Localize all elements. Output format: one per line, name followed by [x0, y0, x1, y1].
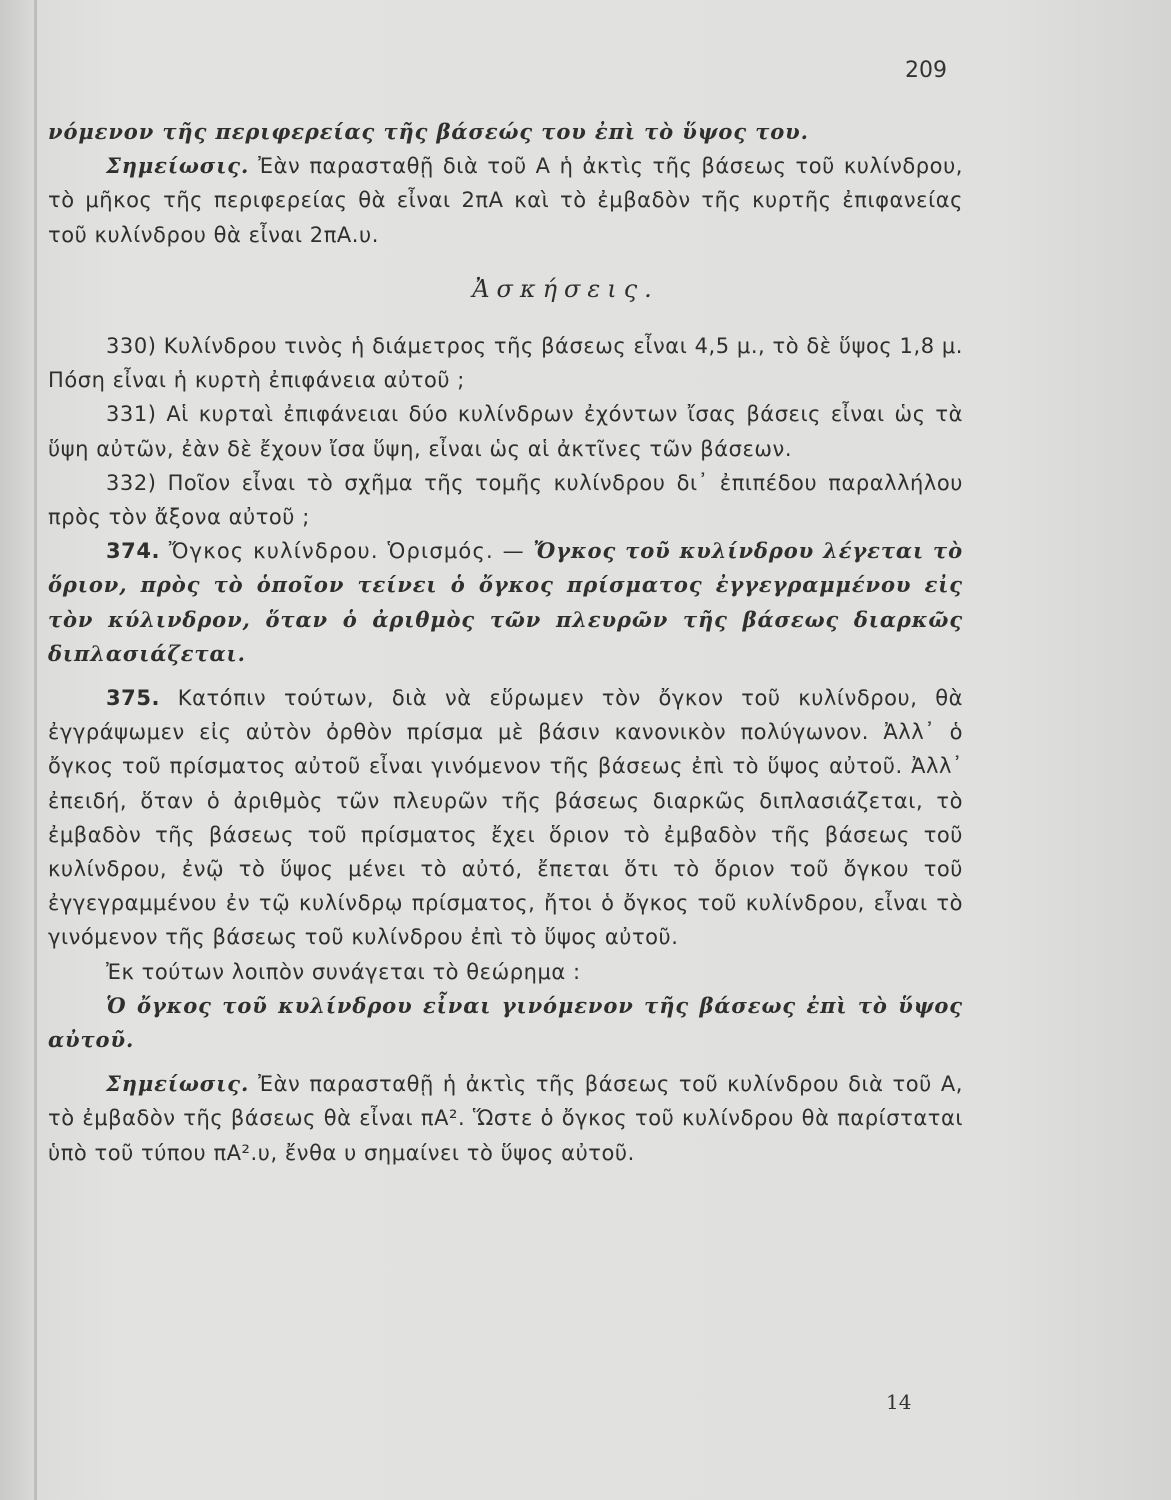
- note-label: Σημείωσις.: [106, 153, 250, 179]
- spacer: [48, 671, 963, 681]
- continuation-line: νόμενον τῆς περιφερείας τῆς βάσεώς του ἐπὶ τὸ ὕψος του.: [48, 119, 809, 144]
- section-number: 374.: [106, 539, 161, 564]
- section-text: Κατόπιν τούτων, διὰ νὰ εὕρωμεν τὸν ὄγκον τοῦ κυλίνδρου, θὰ ἐγγράψωμεν εἰς αὐτὸν ὀρθὸν πρίσμα μὲ βάσιν κανονικὸν πολύγωνον. Ἀλλ᾽ ὁ ὄγκος τοῦ πρίσματος αὐτοῦ εἶναι γινόμενον τῆς βάσεως ἐπὶ τὸ ὕψος αὐτοῦ. Ἀλλ᾽ ἐπειδή, ὅταν ὁ ἀριθμὸς τῶν πλευρῶν τῆς βάσεως διαρκῶς διπλασιάζεται, τὸ ἐμβαδὸν τῆς βάσεως τοῦ πρίσματος ἔχει ὅριον τὸ ἐμβαδὸν τῆς βάσεως τοῦ κυλίνδρου, ἐνῷ τὸ ὕψος μένει τὸ αὐτό, ἔπεται ὅτι τὸ ὅριον τοῦ ὄγκου τοῦ ἐγγεγραμμένου ἐν τῷ κυλίνδρῳ πρίσματος, ἤτοι ὁ ὄγκος τοῦ κυλίνδρου, εἶναι τὸ γινόμενον τῆς βάσεως τοῦ κυλίνδρου ἐπὶ τὸ ὕψος αὐτοῦ.: [48, 686, 963, 950]
- spacer: [48, 1057, 963, 1067]
- exercise-331: 331) Αἱ κυρταὶ ἐπιφάνειαι δύο κυλίνδρων ἐχόντων ἴσας βάσεις εἶναι ὡς τὰ ὕψη αὐτῶν, ἐὰν δὲ ἔχουν ἴσα ὕψη, εἶναι ὡς αἱ ἀκτῖνες τῶν βάσεων.: [48, 402, 963, 461]
- page-number: 209: [905, 58, 947, 83]
- theorem-statement: Ὁ ὄγκος τοῦ κυλίνδρου εἶναι γινόμενον τῆς βάσεως ἐπὶ τὸ ὕψος αὐτοῦ.: [48, 992, 963, 1053]
- exercise-332: 332) Ποῖον εἶναι τὸ σχῆμα τῆς τομῆς κυλίνδρου δι᾽ ἐπιπέδου παραλλήλου πρὸς τὸν ἄξονα αὐτοῦ ;: [48, 470, 963, 530]
- section-375: [48, 681, 963, 955]
- exercises-heading: Ἀσκήσεις.: [472, 274, 659, 303]
- note-text: Ἐὰν παρασταθῇ ἡ ἀκτὶς τῆς βάσεως τοῦ κυλίνδρου διὰ τοῦ Α, τὸ ἐμβαδὸν τῆς βάσεως θὰ εἶναι πΑ². Ὥστε ὁ ὄγκος τοῦ κυλίνδρου θὰ παρίσταται ὑπὸ τοῦ τύπου πΑ².υ, ἔνθα υ σημαίνει τὸ ὕψος αὐτοῦ.: [48, 1072, 963, 1165]
- page-gutter: [34, 0, 37, 1500]
- exercise-330: 330) Κυλίνδρου τινὸς ἡ διάμετρος τῆς βάσεως εἶναι 4,5 μ., τὸ δὲ ὕψος 1,8 μ. Πόση εἶναι ἡ κυρτὴ ἐπιφάνεια αὐτοῦ ;: [48, 334, 963, 393]
- note-text: Ἐὰν παρασταθῇ διὰ τοῦ Α ἡ ἀκτὶς τῆς βάσεως τοῦ κυλίνδρου, τὸ μῆκος τῆς περιφερείας θὰ εἶναι 2πΑ καὶ τὸ ἐμβαδὸν τῆς κυρτῆς ἐπιφανείας τοῦ κυλίνδρου θὰ εἶναι 2πΑ.υ.: [48, 154, 963, 247]
- section-374: [48, 534, 963, 671]
- note-label: Σημείωσις.: [106, 1071, 250, 1097]
- signature-number: 14: [886, 1390, 912, 1414]
- note-paragraph-1: [48, 149, 963, 252]
- note-paragraph-2: [48, 1067, 963, 1170]
- section-number: 375.: [106, 686, 161, 711]
- theorem-intro: Ἐκ τούτων λοιπὸν συνάγεται τὸ θεώρημα :: [106, 959, 581, 984]
- page-body: [48, 115, 963, 1170]
- section-title: Ὄγκος κυλίνδρου. Ὁρισμός. —: [160, 539, 534, 564]
- definition-text: Ὄγκος τοῦ κυλίνδρου λέγεται τὸ ὅριον, πρὸς τὸ ὁποῖον τείνει ὁ ὄγκος πρίσματος ἐγγεγραμμένου εἰς τὸν κύλινδρον, ὅταν ὁ ἀριθμὸς τῶν πλευρῶν τῆς βάσεως διαρκῶς διπλασιάζεται.: [48, 538, 963, 666]
